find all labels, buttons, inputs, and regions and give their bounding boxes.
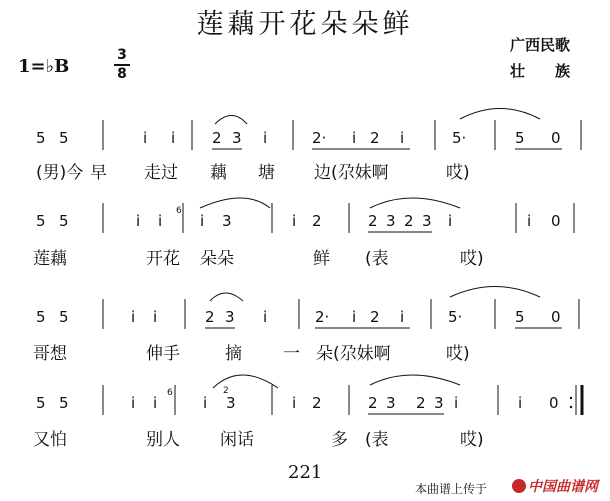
svg-text:i: i	[400, 129, 405, 147]
lyric-4-3: 闲话	[220, 430, 254, 450]
lyric-3-3: 摘	[225, 344, 242, 364]
svg-text:0: 0	[549, 394, 559, 412]
svg-text:2: 2	[312, 394, 322, 412]
lyric-1-2: 早	[90, 163, 107, 183]
svg-text:2: 2	[312, 212, 322, 230]
lyric-2-6: 哎)	[460, 249, 484, 269]
upload-note: 本曲谱上传于	[415, 482, 488, 496]
svg-text:i: i	[292, 394, 297, 412]
svg-text:2: 2	[212, 129, 222, 147]
svg-text:i: i	[400, 308, 405, 326]
svg-text:i: i	[153, 394, 158, 412]
time-signature-top: 3	[117, 47, 127, 63]
svg-text:2: 2	[205, 308, 215, 326]
svg-text:i: i	[143, 129, 148, 147]
lyric-4-2: 别人	[146, 430, 180, 450]
lyric-1-7: 哎)	[446, 163, 470, 183]
svg-text:2: 2	[368, 212, 378, 230]
svg-text:5: 5	[59, 308, 69, 326]
lyric-2-4: 鲜	[313, 249, 330, 269]
svg-text:i: i	[131, 394, 136, 412]
svg-text:5: 5	[36, 308, 46, 326]
svg-text:i: i	[518, 394, 523, 412]
svg-text:5: 5	[36, 394, 46, 412]
svg-text:i: i	[153, 308, 158, 326]
page-number: 221	[288, 462, 323, 483]
svg-text:i: i	[200, 212, 205, 230]
svg-text:3: 3	[222, 212, 232, 230]
logo-text: 中国曲谱网	[528, 479, 598, 495]
song-source: 广西民歌	[510, 36, 571, 54]
svg-text:i: i	[263, 129, 268, 147]
svg-text:2: 2	[368, 394, 378, 412]
song-title: 莲藕开花朵朵鲜	[196, 9, 414, 40]
svg-text:3: 3	[386, 212, 396, 230]
svg-text:5: 5	[36, 212, 46, 230]
svg-text:2: 2	[404, 212, 414, 230]
svg-text:5: 5	[59, 129, 69, 147]
svg-text:i: i	[454, 394, 459, 412]
svg-text:i: i	[131, 308, 136, 326]
lyric-2-2: 开花	[146, 249, 180, 269]
svg-text:5·: 5·	[448, 308, 463, 326]
lyric-1-3: 走过	[144, 163, 178, 183]
svg-text:6: 6	[167, 388, 173, 398]
lyric-1-1: (男)今	[36, 163, 84, 183]
svg-text:0: 0	[551, 129, 561, 147]
svg-text:5: 5	[515, 308, 525, 326]
lyric-1-5: 塘	[258, 163, 275, 183]
svg-text:i: i	[292, 212, 297, 230]
system-3-notation	[36, 287, 579, 330]
system-4-notation	[36, 375, 582, 415]
lyric-1-6: 边(尕妹啊	[314, 163, 389, 183]
svg-text:i: i	[352, 308, 357, 326]
svg-text:i: i	[263, 308, 268, 326]
svg-text:2: 2	[223, 386, 229, 396]
svg-text:3: 3	[226, 394, 236, 412]
lyric-3-6: 哎)	[446, 344, 470, 364]
svg-text:5: 5	[36, 129, 46, 147]
svg-text:3: 3	[434, 394, 444, 412]
svg-text:i: i	[171, 129, 176, 147]
svg-text:i: i	[352, 129, 357, 147]
logo-icon	[512, 479, 526, 493]
svg-text:i: i	[203, 394, 208, 412]
svg-text:5: 5	[59, 394, 69, 412]
svg-text:2·: 2·	[315, 308, 330, 326]
song-ethnicity: 壮 族	[510, 62, 571, 80]
lyric-2-5: (表	[365, 249, 389, 269]
svg-text:3: 3	[225, 308, 235, 326]
svg-text:5: 5	[59, 212, 69, 230]
svg-text:2: 2	[370, 308, 380, 326]
lyric-4-1: 又怕	[33, 430, 67, 450]
svg-text:5·: 5·	[452, 129, 467, 147]
svg-text:i: i	[448, 212, 453, 230]
time-signature-bottom: 8	[117, 66, 127, 82]
svg-text:i: i	[158, 212, 163, 230]
lyric-2-1: 莲藕	[33, 249, 67, 269]
lyric-4-4: 多	[331, 430, 348, 450]
svg-text:2: 2	[416, 394, 426, 412]
svg-text:3: 3	[422, 212, 432, 230]
lyric-4-6: 哎)	[460, 430, 484, 450]
lyric-3-4: 一	[283, 344, 300, 364]
lyric-2-3: 朵朵	[200, 249, 234, 269]
system-2-notation	[36, 198, 574, 233]
lyric-4-5: (表	[365, 430, 389, 450]
svg-text:0: 0	[551, 212, 561, 230]
system-1-notation	[36, 109, 581, 151]
svg-text:0: 0	[551, 308, 561, 326]
svg-text:i: i	[527, 212, 532, 230]
svg-text:i: i	[136, 212, 141, 230]
svg-text:2·: 2·	[312, 129, 327, 147]
lyric-3-5: 朵(尕妹啊	[316, 344, 391, 364]
lyric-3-1: 哥想	[33, 344, 67, 364]
svg-text:3: 3	[386, 394, 396, 412]
site-logo[interactable]	[512, 476, 606, 496]
svg-text:6: 6	[176, 206, 182, 216]
key-signature: 1=♭B	[18, 56, 70, 77]
svg-text:3: 3	[232, 129, 242, 147]
lyric-3-2: 伸手	[146, 344, 180, 364]
svg-text:2: 2	[370, 129, 380, 147]
lyric-1-4: 藕	[210, 163, 227, 183]
svg-text:5: 5	[515, 129, 525, 147]
